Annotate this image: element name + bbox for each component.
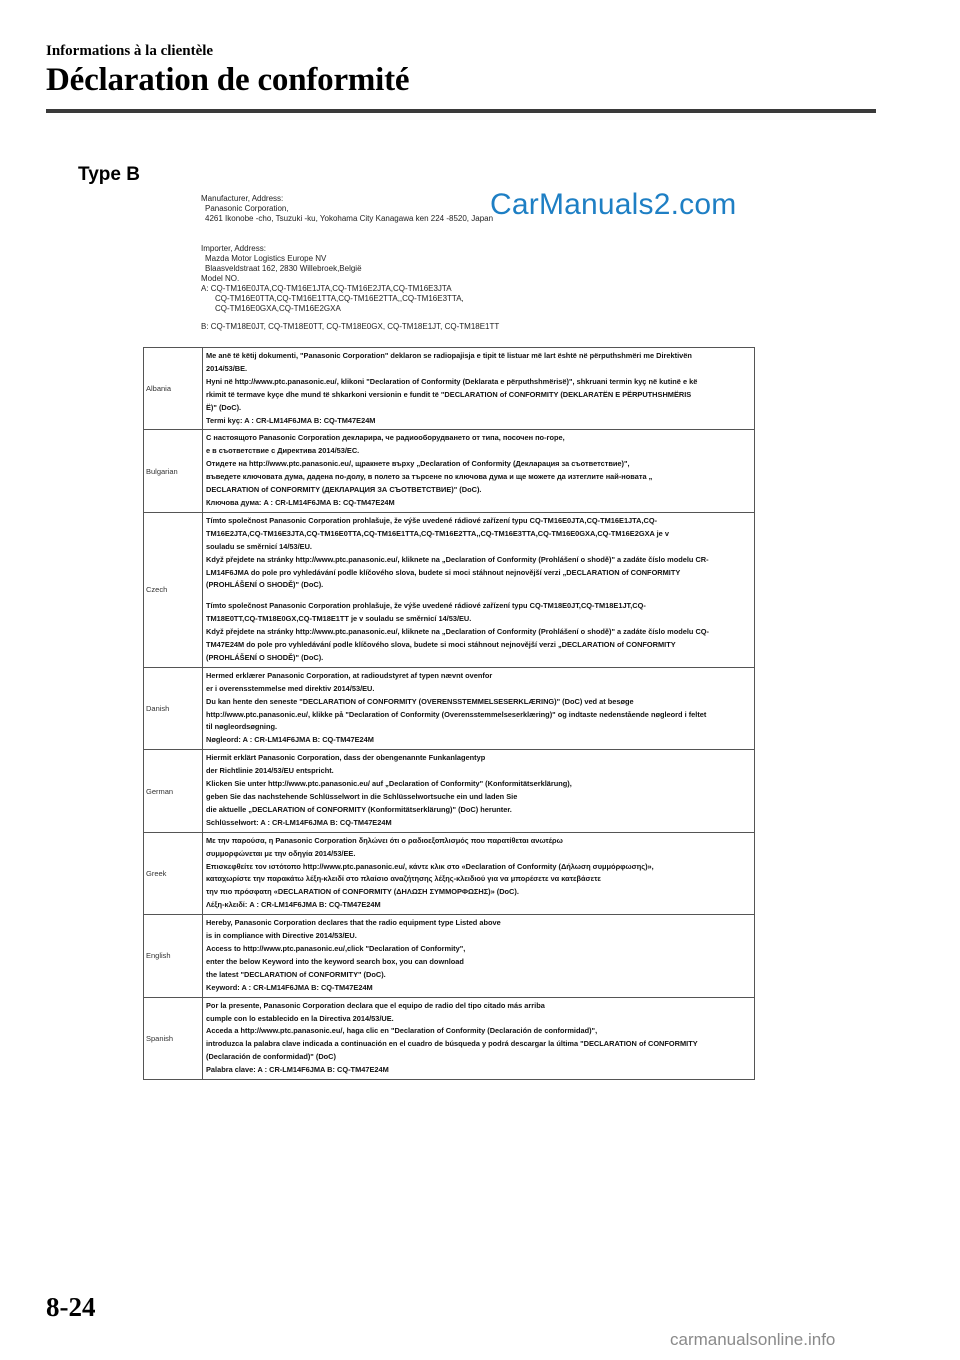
declaration-line: der Richtlinie 2014/53/EU entspricht. <box>206 766 334 776</box>
declaration-line: TM18E0TT,CQ-TM18E0GX,CQ-TM18E1TT je v souladu se směrnicí 14/53/EU. <box>206 614 472 624</box>
declaration-line: Επισκεφθείτε τον ιστότοπο http://www.ptc.panasonic.eu/, κάντε κλικ στο «Declaration of Conformity (Δήλωση συμμόρφωσης)», <box>206 861 654 871</box>
declaration-line: Keyword: A : CR-LM14F6JMA B: CQ-TM47E24M <box>206 982 373 992</box>
declaration-line: Nøgleord: A : CR-LM14F6JMA B: CQ-TM47E24M <box>206 735 374 745</box>
declaration-line: Tímto společnost Panasonic Corporation prohlašuje, že výše uvedené rádiové zařízení typu CQ-TM18E0JT,CQ-TM18E1JT,CQ- <box>206 601 646 611</box>
info-line: 4261 Ikonobe -cho, Tsuzuki -ku, Yokohama City Kanagawa ken 224 -8520, Japan <box>205 214 494 223</box>
declaration-line: Por la presente, Panasonic Corporation declara que el equipo de radio del tipo citado más arriba <box>206 1000 545 1010</box>
declaration-line: geben Sie das nachstehende Schlüsselwort in die Schlüsselwortsuche ein und laden Sie <box>206 792 518 801</box>
declaration-line: Když přejdete na stránky http://www.ptc.panasonic.eu/, kliknete na „Declaration of Conformity (Prohlášení o shodě)" a zadáte číslo modelu CQ- <box>206 627 710 637</box>
language-cell: Greek <box>144 832 203 914</box>
declaration-line: Palabra clave: A : CR-LM14F6JMA B: CQ-TM47E24M <box>206 1065 389 1075</box>
language-cell: Bulgarian <box>144 430 203 512</box>
declaration-line: 2014/53/BE. <box>206 363 248 373</box>
declaration-table <box>143 347 755 1080</box>
importer-block <box>201 244 464 314</box>
language-cell: Spanish <box>144 997 203 1079</box>
declaration-line: Hyni në http://www.ptc.panasonic.eu/, klikoni "Declaration of Conformity (Deklarata e përputhshmërisë)", shkruani termin kyç në kutinë e kë <box>206 376 698 386</box>
declaration-line: Tímto společnost Panasonic Corporation prohlašuje, že výše uvedené rádiové zařízení typu CQ-TM16E0JTA,CQ-TM16E1JTA,CQ- <box>206 515 658 525</box>
declaration-line: Když přejdete na stránky http://www.ptc.panasonic.eu/, kliknete na „Declaration of Conformity (Prohlášení o shodě)" a zadáte číslo modelu CR- <box>206 554 709 564</box>
declaration-text-cell <box>203 512 755 667</box>
declaration-line: Hiermit erklärt Panasonic Corporation, dass der obengenannte Funkanlagentyp <box>206 753 486 763</box>
declaration-line <box>206 592 751 600</box>
declaration-line: til nøgleordsøgning. <box>206 722 278 732</box>
declaration-line: την πιο πρόσφατη «DECLARATION of CONFORMITY (ΔΗΛΩΣΗ ΣΥΜΜΟΡΦΩΣΗΣ)» (DoC). <box>206 887 519 897</box>
declaration-line: καταχωρίστε την παρακάτω λέξη-κλειδί στο πλαίσιο αναζήτησης λέξης-κλειδιού για να μπορέσετε να κατεβάσετε <box>206 874 601 884</box>
declaration-line: (PROHLÁŠENÍ O SHODĚ)" (DoC). <box>206 652 324 662</box>
declaration-line: Отидете на http://www.ptc.panasonic.eu/, щракнете върху „Declaration of Conformity (Декларация за съответствие)", <box>206 459 630 469</box>
language-cell: Danish <box>144 667 203 749</box>
declaration-text-cell <box>203 348 755 430</box>
declaration-line: Access to http://www.ptc.panasonic.eu/,click "Declaration of Conformity", <box>206 943 466 953</box>
table-row <box>144 997 755 1079</box>
declaration-line: the latest "DECLARATION of CONFORMITY" (DoC). <box>206 969 386 979</box>
type-heading: Type B <box>78 164 140 185</box>
declaration-text-cell <box>203 750 755 832</box>
table-row <box>144 430 755 512</box>
info-line: Model NO. <box>201 274 240 283</box>
declaration-line: Termi kyç: A : CR-LM14F6JMA B: CQ-TM47E24M <box>206 415 376 425</box>
declaration-line: Schlüsselwort: A : CR-LM14F6JMA B: CQ-TM47E24M <box>206 817 392 827</box>
declaration-text-cell <box>203 667 755 749</box>
page-title: Déclaration de conformité <box>46 62 410 98</box>
declaration-line: TM47E24M do pole pro vyhledávání podle klíčového slova, budete si moci stáhnout nejnovější verzi „DECLARATION of CONFORMITY <box>206 640 676 650</box>
manufacturer-block <box>201 194 493 224</box>
declaration-line: DECLARATION of CONFORMITY (ДЕКЛАРАЦИЯ ЗА СЪОТВЕТСТВИЕ)" (DoC). <box>206 485 482 495</box>
declaration-line: LM14F6JMA do pole pro vyhledávání podle klíčového slova, budete si moci stáhnout nejnovější verzi „DECLARATION of CONFORMITY <box>206 567 681 577</box>
declaration-line: е в съответствие с Директива 2014/53/ЕС. <box>206 446 360 456</box>
footer-watermark: carmanualsonline.info <box>670 1330 836 1349</box>
declaration-line: is in compliance with Directive 2014/53/EU. <box>206 931 357 941</box>
info-line: Blaasveldstraat 162, 2830 Willebroek,België <box>205 264 362 273</box>
table-row <box>144 750 755 832</box>
declaration-line: cumple con lo establecido en la Directiva 2014/53/UE. <box>206 1013 394 1023</box>
declaration-line: Klicken Sie unter http://www.ptc.panasonic.eu/ auf „Declaration of Conformity" (Konformitätserklärung), <box>206 779 572 789</box>
declaration-line: souladu se směrnicí 14/53/EU. <box>206 541 312 551</box>
table-row <box>144 832 755 914</box>
declaration-line: Λέξη-κλειδί: A : CR-LM14F6JMA B: CQ-TM47E24M <box>206 900 381 910</box>
declaration-text-cell <box>203 997 755 1079</box>
declaration-line: TM16E2JTA,CQ-TM16E3JTA,CQ-TM16E0TTA,CQ-TM16E1TTA,CQ-TM16E2TTA,,CQ-TM16E3TTA,CQ-TM16E0GXA,CQ-TM16E2GXA je v <box>206 528 669 538</box>
declaration-line: (PROHLÁŠENÍ O SHODĚ)" (DoC). <box>206 580 324 590</box>
declaration-text-cell <box>203 915 755 997</box>
language-cell: German <box>144 750 203 832</box>
declaration-text-cell <box>203 832 755 914</box>
declaration-line: Με την παρούσα, η Panasonic Corporation δηλώνει ότι ο ραδιοεξοπλισμός που παρατίθεται ανωτέρω <box>206 835 563 845</box>
declaration-line: Hereby, Panasonic Corporation declares that the radio equipment type Listed above <box>206 918 501 928</box>
info-line: Manufacturer, Address: <box>201 194 284 203</box>
watermark-carmanuals: CarManuals2.com <box>490 188 737 221</box>
info-line: Panasonic Corporation, <box>205 204 289 213</box>
info-line: Importer, Address: <box>201 244 266 253</box>
declaration-line: Ë)" (DoC). <box>206 402 242 412</box>
declaration-line: Du kan hente den seneste "DECLARATION of CONFORMITY (OVERENSSTEMMELSESERKLÆRING)" (DoC) ved at besøge <box>206 696 634 706</box>
info-line: CQ-TM16E0GXA,CQ-TM16E2GXA <box>215 304 341 313</box>
declaration-line: die aktuelle „DECLARATION of CONFORMITY (Konformitätserklärung)" (DoC) herunter. <box>206 804 512 814</box>
table-row <box>144 915 755 997</box>
declaration-line: Acceda a http://www.ptc.panasonic.eu/, haga clic en "Declaration of Conformity (Declaración de conformidad)", <box>206 1026 598 1036</box>
model-b-line: B: CQ-TM18E0JT, CQ-TM18E0TT, CQ-TM18E0GX, CQ-TM18E1JT, CQ-TM18E1TT <box>201 322 500 331</box>
declaration-line: Me anë të këtij dokumenti, "Panasonic Corporation" deklaron se radiopajisja e tipit të listuar më lart është në përputhshmëri me Direktivën <box>206 351 692 360</box>
declaration-line: Hermed erklærer Panasonic Corporation, at radioudstyret af typen nævnt ovenfor <box>206 670 493 680</box>
table-row <box>144 348 755 430</box>
declaration-text-cell <box>203 430 755 512</box>
declaration-line: Ключова дума: A : CR-LM14F6JMA B: CQ-TM47E24M <box>206 497 395 507</box>
declaration-line: er i overensstemmelse med direktiv 2014/53/EU. <box>206 683 375 693</box>
page-number: 8-24 <box>46 1292 96 1322</box>
declaration-line: συμμορφώνεται με την οδηγία 2014/53/ΕΕ. <box>206 848 356 858</box>
language-cell: English <box>144 915 203 997</box>
declaration-line: rkimit të termave kyçe dhe mund të shkarkoni versionin e fundit të "DECLARATION of CONFORMITY (DEKLARATËN E PËRPUTHSHMËRIS <box>206 389 692 399</box>
table-row <box>144 512 755 667</box>
declaration-line: enter the below Keyword into the keyword search box, you can download <box>206 956 464 966</box>
table-row <box>144 667 755 749</box>
info-line: Mazda Motor Logistics Europe NV <box>205 254 327 263</box>
declaration-line: introduzca la palabra clave indicada a continuación en el cuadro de búsqueda y podrá descargar la última "DECLARATION of CONFORMITY <box>206 1039 698 1049</box>
declaration-line: въведете ключовата дума, дадена по-долу, в полето за търсене по ключова дума и ще можете да изтеглите най-новата „ <box>206 472 653 482</box>
language-cell: Albania <box>144 348 203 430</box>
language-cell: Czech <box>144 512 203 667</box>
header-divider <box>46 109 876 113</box>
section-label: Informations à la clientèle <box>46 43 214 59</box>
declaration-line: С настоящото Panasonic Corporation декларира, че радиооборудването от типа, посочен по-горе, <box>206 433 565 443</box>
info-line: A: CQ-TM16E0JTA,CQ-TM16E1JTA,CQ-TM16E2JTA,CQ-TM16E3JTA <box>201 284 452 293</box>
info-line: CQ-TM16E0TTA,CQ-TM16E1TTA,CQ-TM16E2TTA,,CQ-TM16E3TTA, <box>215 294 464 303</box>
declaration-line: (Declaración de conformidad)" (DoC) <box>206 1052 336 1062</box>
declaration-line: http://www.ptc.panasonic.eu/, klikke på "Declaration of Conformity (Overensstemmelseserklæring)" og indtaste nedenstående nøgleord i feltet <box>206 709 707 719</box>
